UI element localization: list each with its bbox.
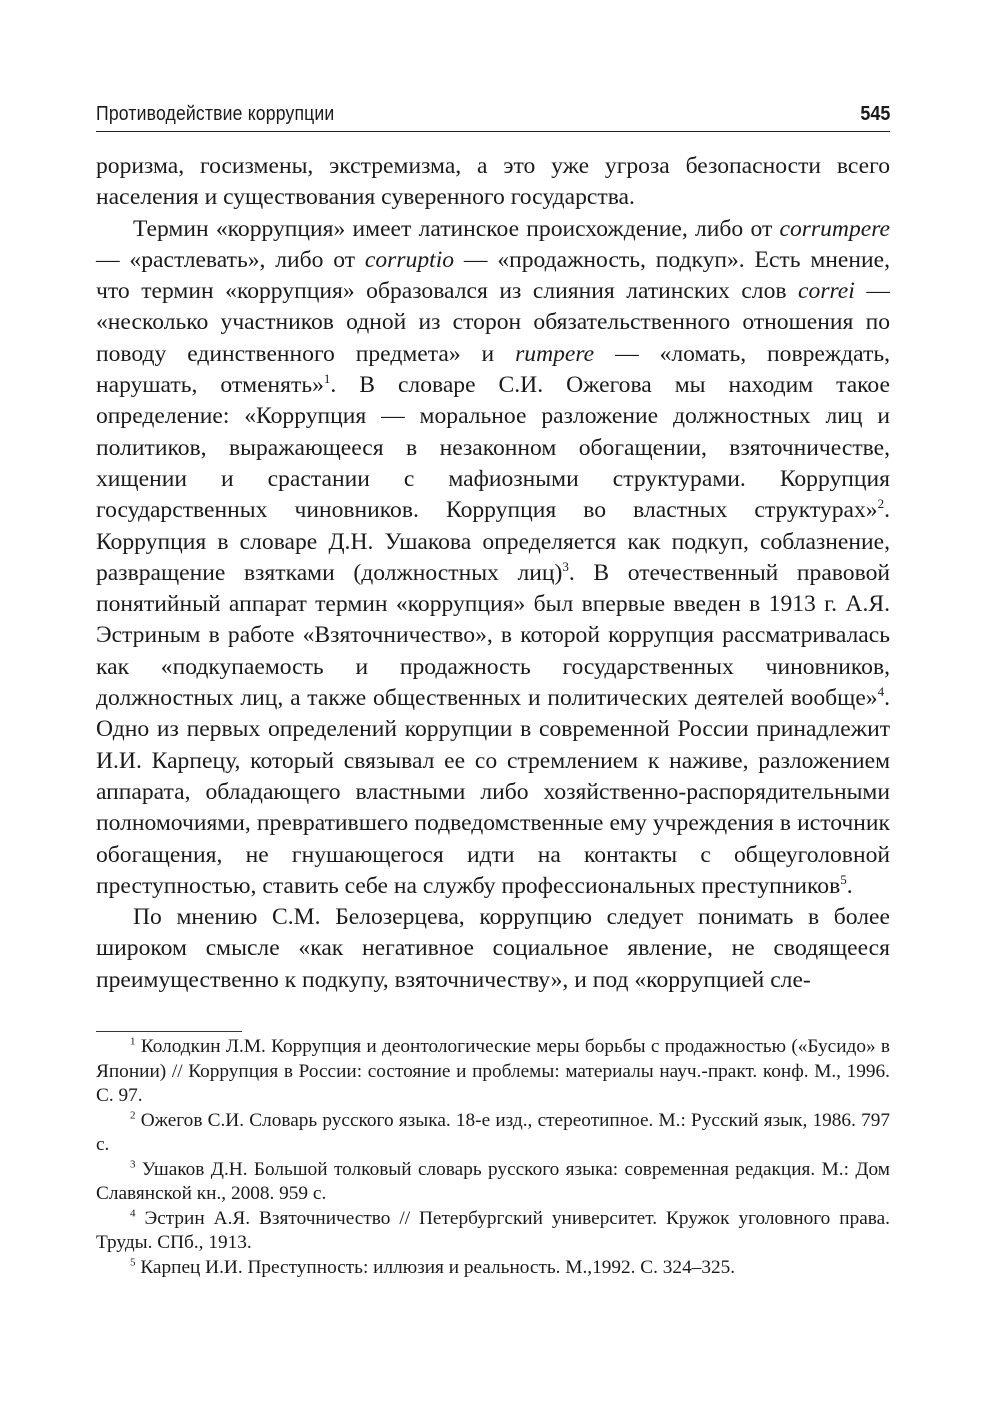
text-run: — «продажность, подкуп». Есть мнение, что термин «коррупция» образовался из слияния латинских слов — [96, 246, 890, 305]
document-page — [96, 100, 890, 1280]
paragraph-3: По мнению С.М. Белозерцева, коррупцию следует понимать в более широком смысле «как негативное социальное явление, не сводящееся преимущественно к подкупу, взяточничеству», и под «коррупцией сле- — [96, 904, 890, 993]
latin-term-corrumpere: corrumpere — [779, 215, 890, 242]
footnote-ref-5[interactable]: 5 — [840, 871, 847, 887]
footnote-ref-1[interactable]: 1 — [323, 371, 331, 387]
footnote-3 — [96, 1158, 890, 1207]
text-run: . В отечественный правовой понятийный аппарат термин «коррупция» был впервые введен в 1913 г. А.Я. Эстриным в работе «Взяточничество», в которой коррупция рассматривалась как «подкупаемость и продажность государственных чиновников, должностных лиц, а также общественных и политических деятелей вообще» — [96, 559, 890, 712]
footnote-4 — [96, 1207, 890, 1256]
text-run: — «ломать, повреждать, нарушать, отменять» — [96, 340, 891, 399]
footnote-text: Эстрин А.Я. Взяточничество // Петербургский университет. Кружок уголовного права. Труды. СПб., 1913. — [96, 1207, 890, 1254]
footnote-1 — [96, 1035, 890, 1109]
running-header — [96, 100, 890, 132]
footnote-number: 3 — [130, 1158, 136, 1171]
footnote-ref-3[interactable]: 3 — [562, 559, 569, 574]
paragraph-2 — [96, 214, 890, 903]
text-run: . В словаре С.И. Ожегова мы находим такое определение: «Коррупция — моральное разложение должностных лиц и политиков, выражающееся в незаконном обогащении, взяточничестве, хищении и срастании с мафиозными структурами. Коррупция государственных чиновников. Коррупция во властных структурах» — [96, 372, 890, 524]
footnote-5 — [96, 1256, 890, 1281]
text-run: . Коррупция в словаре Д.Н. Ушакова определяется как подкуп, соблазнение, развращение взятками (должностных лиц) — [96, 497, 890, 586]
latin-term-correi: correi — [798, 278, 855, 305]
footnote-number: 5 — [130, 1256, 136, 1269]
footnote-text: Ожегов С.И. Словарь русского языка. 18-е изд., стереотипное. М.: Русский язык, 1986. 797 с. — [96, 1109, 891, 1156]
footnote-number: 1 — [130, 1035, 136, 1048]
text-run: . — [846, 872, 853, 899]
footnote-text: Карпец И.И. Преступность: иллюзия и реальность. М.,1992. С. 324–325. — [140, 1256, 736, 1278]
footnote-number: 2 — [130, 1109, 136, 1122]
text-run: . Одно из первых определений коррупции в современной России принадлежит И.И. Карпецу, который связывал ее со стремлением к наживе, разложением аппарата, обладающего властными либо хозяйственно-распорядительными полномочиями, превратившего подведомственные ему учреждения в источник обогащения, не гнушающегося идти на контакты с общеуголовной преступностью, ставить себе на службу профессиональных преступников — [96, 685, 890, 899]
footnotes — [96, 1031, 890, 1280]
footnote-ref-2[interactable]: 2 — [877, 496, 885, 512]
footnote-divider — [96, 1031, 242, 1032]
footnote-number: 4 — [130, 1207, 136, 1220]
text-run: Термин «коррупция» имеет латинское происхождение, либо от — [133, 215, 780, 242]
body-text — [96, 151, 890, 996]
footnote-text: Колодкин Л.М. Коррупция и деонтологические меры борьбы с продажностью («Бусидо» в Японии) // Коррупция в России: состояние и проблемы: материалы науч.-практ. конф. М., 1996. С. 97. — [96, 1036, 891, 1107]
page-number: 545 — [859, 103, 890, 125]
text-run: — «несколько участников одной из сторон обязательственного отношения по поводу единственного предмета» и — [96, 278, 890, 367]
paragraph-1: роризма, госизмены, экстремизма, а это уже угроза безопасности всего населения и существования суверенного государства. — [96, 153, 890, 211]
latin-term-corruptio: corruptio — [364, 246, 455, 273]
footnote-2 — [96, 1109, 890, 1158]
footnote-ref-4[interactable]: 4 — [877, 684, 885, 700]
footnote-text: Ушаков Д.Н. Большой толковый словарь русского языка: современная редакция. М.: Дом Славянской кн., 2008. 959 с. — [96, 1158, 890, 1205]
text-run: — «растлевать», либо от — [96, 246, 365, 273]
running-header-title: Противодействие коррупции — [96, 103, 335, 125]
latin-term-rumpere: rumpere — [515, 340, 595, 367]
